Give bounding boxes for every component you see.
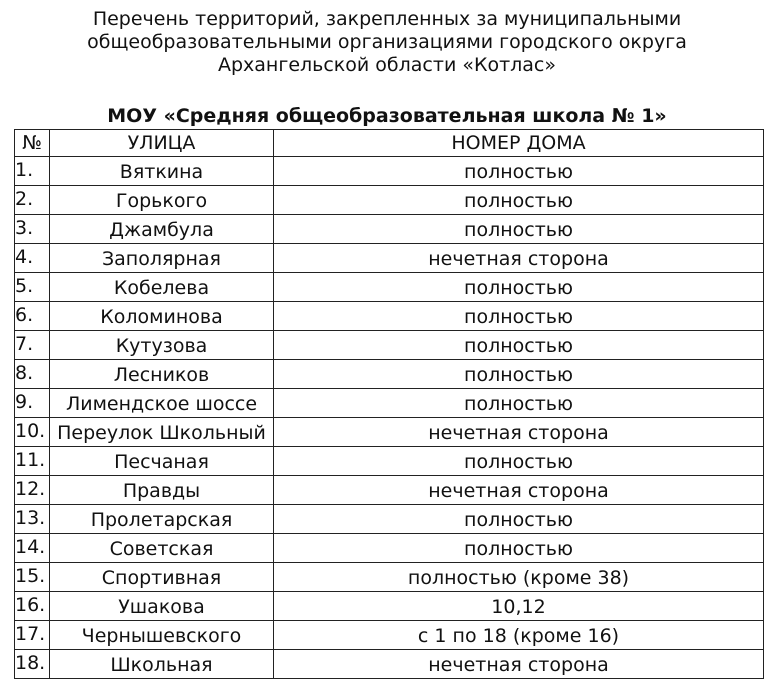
street-name: Джамбула [50, 215, 274, 244]
house-numbers: полностью [274, 505, 764, 534]
street-name: Кутузова [50, 331, 274, 360]
street-name: Пролетарская [50, 505, 274, 534]
table-row [15, 302, 764, 331]
house-numbers: полностью [274, 389, 764, 418]
table-body [15, 157, 764, 679]
row-number: 14. [15, 534, 50, 563]
column-header-street: УЛИЦА [50, 130, 274, 157]
house-numbers: нечетная сторона [274, 244, 764, 273]
document-title [0, 8, 774, 77]
table-row [15, 186, 764, 215]
table-row [15, 650, 764, 679]
table-row [15, 215, 764, 244]
table-row [15, 592, 764, 621]
house-numbers: 10,12 [274, 592, 764, 621]
row-number: 8. [15, 360, 50, 389]
street-name: Заполярная [50, 244, 274, 273]
street-name: Вяткина [50, 157, 274, 186]
table-row [15, 418, 764, 447]
house-numbers: полностью [274, 215, 764, 244]
street-name: Песчаная [50, 447, 274, 476]
street-name: Советская [50, 534, 274, 563]
house-numbers: полностью [274, 302, 764, 331]
row-number: 7. [15, 331, 50, 360]
house-numbers: полностью [274, 360, 764, 389]
street-name: Школьная [50, 650, 274, 679]
street-name: Коломинова [50, 302, 274, 331]
street-name: Кобелева [50, 273, 274, 302]
streets-table [14, 129, 764, 679]
row-number: 1. [15, 157, 50, 186]
column-header-house: НОМЕР ДОМА [274, 130, 764, 157]
row-number: 3. [15, 215, 50, 244]
row-number: 17. [15, 621, 50, 650]
table-row [15, 157, 764, 186]
row-number: 15. [15, 563, 50, 592]
street-name: Лесников [50, 360, 274, 389]
house-numbers: полностью [274, 331, 764, 360]
title-line: общеобразовательными организациями городского округа [87, 31, 687, 53]
house-numbers: полностью [274, 273, 764, 302]
house-numbers: нечетная сторона [274, 418, 764, 447]
street-name: Горького [50, 186, 274, 215]
table-row [15, 447, 764, 476]
title-line: Архангельской области «Котлас» [217, 54, 556, 76]
table-row [15, 273, 764, 302]
table-row [15, 360, 764, 389]
house-numbers: полностью [274, 186, 764, 215]
column-header-number: № [15, 130, 50, 157]
street-name: Лимендское шоссе [50, 389, 274, 418]
row-number: 9. [15, 389, 50, 418]
table-row [15, 476, 764, 505]
house-numbers: нечетная сторона [274, 650, 764, 679]
row-number: 18. [15, 650, 50, 679]
street-name: Правды [50, 476, 274, 505]
house-numbers: полностью [274, 447, 764, 476]
row-number: 13. [15, 505, 50, 534]
table-row [15, 389, 764, 418]
table-row [15, 621, 764, 650]
house-numbers: нечетная сторона [274, 476, 764, 505]
house-numbers: полностью [274, 534, 764, 563]
street-name: Ушакова [50, 592, 274, 621]
row-number: 4. [15, 244, 50, 273]
house-numbers: полностью [274, 157, 764, 186]
row-number: 2. [15, 186, 50, 215]
house-numbers: с 1 по 18 (кроме 16) [274, 621, 764, 650]
street-name: Спортивная [50, 563, 274, 592]
street-name: Чернышевского [50, 621, 274, 650]
table-row [15, 331, 764, 360]
table-header-row [15, 130, 764, 157]
table-row [15, 563, 764, 592]
house-numbers: полностью (кроме 38) [274, 563, 764, 592]
street-name: Переулок Школьный [50, 418, 274, 447]
title-line: Перечень территорий, закрепленных за муниципальными [92, 8, 682, 30]
row-number: 5. [15, 273, 50, 302]
row-number: 12. [15, 476, 50, 505]
school-name: МОУ «Средняя общеобразовательная школа № 1» [107, 105, 667, 127]
row-number: 16. [15, 592, 50, 621]
table-row [15, 244, 764, 273]
table-row [15, 505, 764, 534]
row-number: 6. [15, 302, 50, 331]
row-number: 10. [15, 418, 50, 447]
row-number: 11. [15, 447, 50, 476]
table-row [15, 534, 764, 563]
